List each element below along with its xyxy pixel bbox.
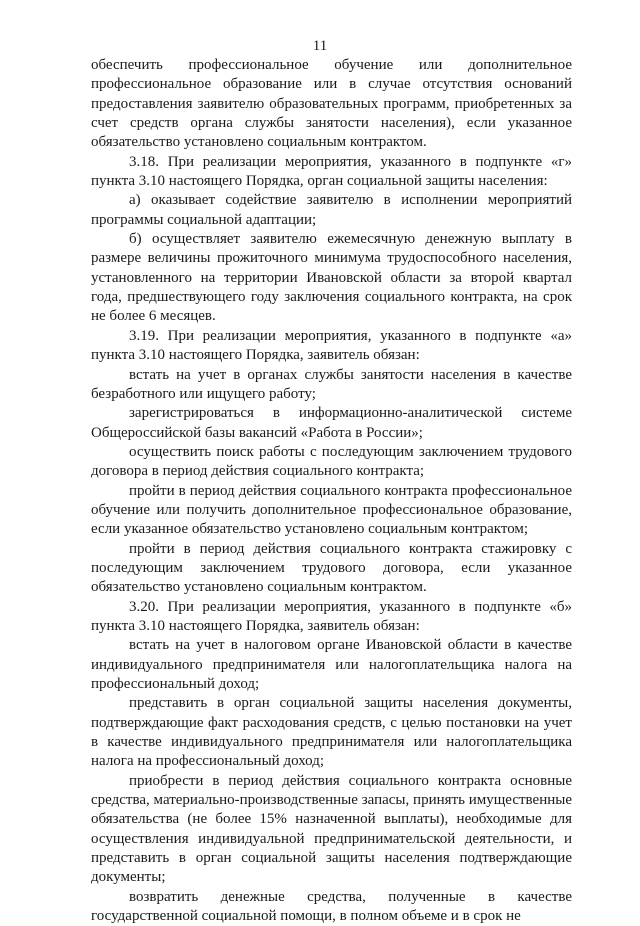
paragraph-3-19-item-1: встать на учет в органах службы занятости населения в качестве безработного или ищущего работу; <box>91 366 572 402</box>
paragraph-3-18: 3.18. При реализации мероприятия, указанного в подпункте «г» пункта 3.10 настоящего Порядка, орган социальной защиты населения: <box>91 153 572 190</box>
paragraph-continuation: обеспечить профессиональное обучение или дополнительное профессиональное образование или в случае отсутствия оснований предоставления заявителю образовательных программ, приобретенных за счет средств органа службы занятости населения), если указанное обязательство установлено социальным контрактом. <box>91 57 572 151</box>
paragraph-3-19-item-3: осуществить поиск работы с последующим заключением трудового договора в период действия социального контракта; <box>91 443 572 480</box>
paragraph-3-19-item-4: пройти в период действия социального контракта профессиональное обучение или получить дополнительное профессиональное образование, если указанное обязательство установлено социальным контрактом; <box>91 482 572 538</box>
page-number: 11 <box>312 38 328 54</box>
paragraph-3-20: 3.20. При реализации мероприятия, указанного в подпункте «б» пункта 3.10 настоящего Порядка, заявитель обязан: <box>91 598 572 634</box>
paragraph-3-20-item-4: возвратить денежные средства, полученные в качестве государственной социальной помощи, в полном объеме и в срок не <box>91 888 572 925</box>
paragraph-3-20-item-1: встать на учет в налоговом органе Ивановской области в качестве индивидуального предпринимателя или налогоплательщика налога на профессиональный доход; <box>91 637 572 692</box>
paragraph-3-20-item-2: представить в орган социальной защиты населения документы, подтверждающие факт расходования средств, с целью постановки на учет в качестве индивидуального предпринимателя или налогоплательщика налога на профессиональный доход; <box>91 695 572 770</box>
paragraph-3-20-item-3: приобрести в период действия социального контракта основные средства, материально-производственные запасы, принять имущественные обязательства (не более 15% назначенной выплаты), необходимые для осуществления индивидуальной предпринимательской деятельности, и представить в орган социальной защиты населения подтверждающие документы; <box>91 772 572 886</box>
document-body <box>91 56 572 926</box>
paragraph-3-19: 3.19. При реализации мероприятия, указанного в подпункте «а» пункта 3.10 настоящего Порядка, заявитель обязан: <box>91 327 572 364</box>
paragraph-3-19-item-2: зарегистрироваться в информационно-аналитической системе Общероссийской базы вакансий «Работа в России»; <box>91 405 572 441</box>
paragraph-3-18-b: б) осуществляет заявителю ежемесячную денежную выплату в размере величины прожиточного минимума трудоспособного населения, установленного на территории Ивановской области за второй квартал года, предшествующего году заключения социального контракта, на срок не более 6 месяцев. <box>91 231 572 325</box>
paragraph-3-19-item-5: пройти в период действия социального контракта стажировку с последующим заключением трудового договора, если указанное обязательство установлено социальным контрактом. <box>91 540 572 596</box>
paragraph-3-18-a: а) оказывает содействие заявителю в исполнении мероприятий программы социальной адаптации; <box>91 192 572 228</box>
